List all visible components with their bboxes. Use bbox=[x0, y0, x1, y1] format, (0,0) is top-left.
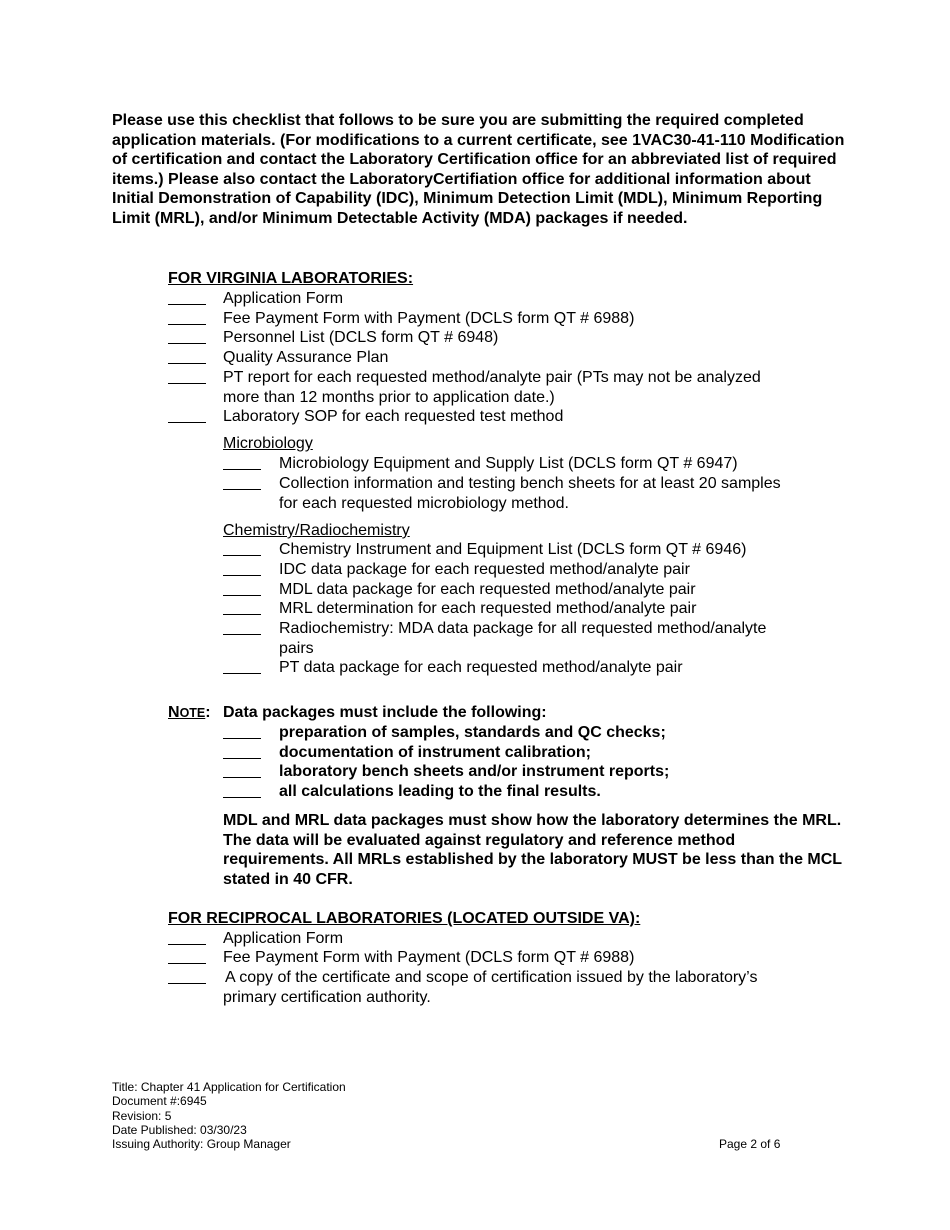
item-text: documentation of instrument calibration; bbox=[279, 744, 592, 761]
checkbox-blank bbox=[168, 324, 206, 325]
microbiology-label: Microbiology bbox=[223, 435, 313, 452]
checkbox-blank bbox=[168, 983, 206, 984]
footer-issuing-authority: Issuing Authority: Group Manager bbox=[112, 1137, 291, 1152]
checkbox-blank bbox=[223, 758, 261, 759]
item-text: laboratory bench sheets and/or instrument reports; bbox=[279, 763, 670, 780]
footer-title: Title: Chapter 41 Application for Certification bbox=[112, 1080, 346, 1094]
item-text: Collection information and testing bench sheets for at least 20 samples bbox=[279, 475, 781, 492]
checkbox-blank bbox=[168, 363, 206, 364]
item-text: A copy of the certificate and scope of certification issued by the laboratory’s bbox=[225, 969, 758, 986]
item-text-continued: pairs bbox=[279, 639, 314, 657]
item-text: Radiochemistry: MDA data package for all requested method/analyte bbox=[279, 620, 767, 637]
item-text: MDL data package for each requested method/analyte pair bbox=[279, 581, 696, 598]
checkbox-blank bbox=[223, 634, 261, 635]
item-text: MRL determination for each requested method/analyte pair bbox=[279, 600, 697, 617]
reciprocal-heading: FOR RECIPROCAL LABORATORIES (LOCATED OUTSIDE VA): bbox=[168, 910, 641, 927]
item-text: PT report for each requested method/analyte pair (PTs may not be analyzed bbox=[223, 369, 761, 386]
checkbox-blank bbox=[223, 595, 261, 596]
footer-revision: Revision: 5 bbox=[112, 1108, 172, 1123]
checkbox-blank bbox=[223, 489, 261, 490]
item-text: preparation of samples, standards and QC checks; bbox=[279, 724, 666, 741]
checkbox-blank bbox=[168, 963, 206, 964]
checkbox-blank bbox=[168, 304, 206, 305]
checkbox-blank bbox=[223, 575, 261, 576]
checkbox-blank bbox=[223, 673, 261, 674]
item-text-continued: more than 12 months prior to application date.) bbox=[223, 388, 555, 406]
item-text: PT data package for each requested method/analyte pair bbox=[279, 659, 683, 676]
checkbox-blank bbox=[168, 944, 206, 945]
virginia-heading: FOR VIRGINIA LABORATORIES: bbox=[168, 270, 414, 287]
page-number: Page 2 of 6 bbox=[719, 1137, 781, 1151]
checkbox-blank bbox=[223, 738, 261, 739]
item-text-continued: primary certification authority. bbox=[223, 988, 431, 1006]
footer-date-published: Date Published: 03/30/23 bbox=[112, 1122, 247, 1137]
item-text: Laboratory SOP for each requested test method bbox=[223, 408, 564, 425]
checkbox-blank bbox=[223, 614, 261, 615]
checkbox-blank bbox=[223, 777, 261, 778]
item-text: Application Form bbox=[223, 290, 344, 307]
item-text: all calculations leading to the final results. bbox=[279, 783, 601, 800]
checkbox-blank bbox=[223, 797, 261, 798]
mdl-mrl-paragraph: MDL and MRL data packages must show how the laboratory determines the MRL. The data will be evaluated against regulatory and reference method requirements. All MRLs established by the laboratory MUST be less than the MCL stated in 40 CFR. bbox=[223, 812, 842, 888]
checkbox-blank bbox=[168, 383, 206, 384]
item-text-continued: for each requested microbiology method. bbox=[279, 494, 569, 512]
item-text: IDC data package for each requested method/analyte pair bbox=[279, 561, 690, 578]
footer-document-number: Document #:6945 bbox=[112, 1094, 207, 1109]
note-intro: Data packages must include the following: bbox=[223, 704, 547, 721]
item-text: Personnel List (DCLS form QT # 6948) bbox=[223, 329, 499, 346]
note-label: NOTE: bbox=[168, 704, 211, 721]
document-footer bbox=[112, 1080, 346, 1151]
chemistry-label: Chemistry/Radiochemistry bbox=[223, 522, 410, 539]
item-text: Chemistry Instrument and Equipment List (DCLS form QT # 6946) bbox=[279, 541, 747, 558]
item-text: Fee Payment Form with Payment (DCLS form QT # 6988) bbox=[223, 949, 635, 966]
item-text: Microbiology Equipment and Supply List (DCLS form QT # 6947) bbox=[279, 455, 738, 472]
checkbox-blank bbox=[223, 555, 261, 556]
checkbox-blank bbox=[223, 469, 261, 470]
intro-paragraph: Please use this checklist that follows to be sure you are submitting the required completed application materials. (For modifications to a current certificate, see 1VAC30-41-110 Modification of certification and contact the Laboratory Certification office for an abbreviated list of required items.) Please also contact the LaboratoryCertifiation office for additional information about Initial Demonstration of Capability (IDC), Minimum Detection Limit (MDL), Minimum Reporting Limit (MRL), and/or Minimum Detectable Activity (MDA) packages if needed. bbox=[112, 112, 845, 227]
checkbox-blank bbox=[168, 422, 206, 423]
item-text: Quality Assurance Plan bbox=[223, 349, 389, 366]
checkbox-blank bbox=[168, 343, 206, 344]
item-text: Fee Payment Form with Payment (DCLS form QT # 6988) bbox=[223, 310, 635, 327]
item-text: Application Form bbox=[223, 930, 344, 947]
